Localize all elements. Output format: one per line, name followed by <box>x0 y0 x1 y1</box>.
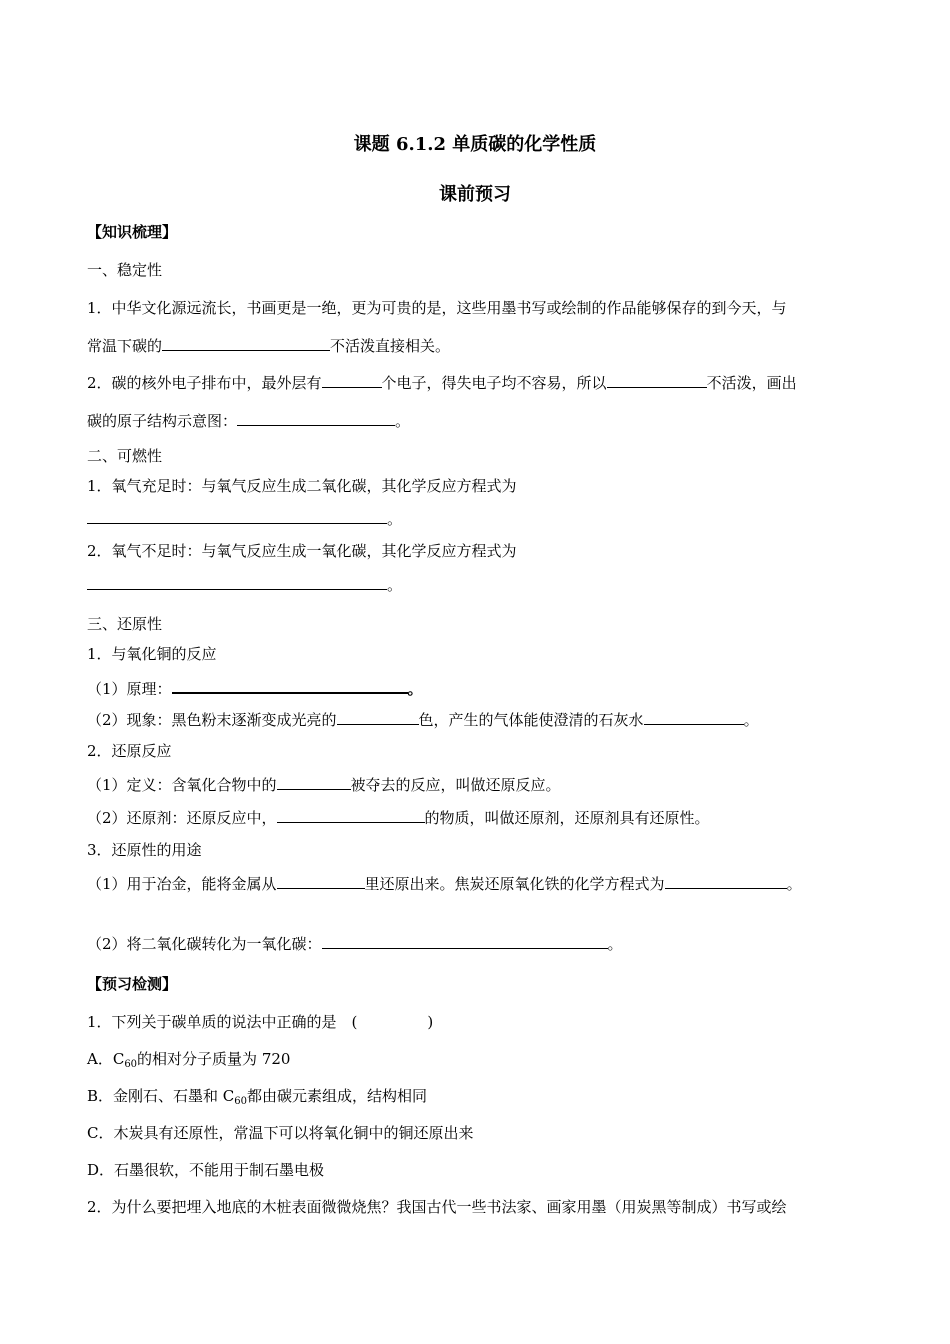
text: 。 <box>387 576 403 594</box>
text: 1．下列关于碳单质的说法中正确的是 ( <box>87 1013 358 1031</box>
subscript: 60 <box>124 1059 138 1070</box>
combustibility-q1: 1．氧气充足时：与氧气反应生成二氧化碳，其化学反应方程式为 <box>87 477 517 495</box>
reducibility-s2-definition <box>87 774 561 795</box>
text: （2）现象：黑色粉末逐渐变成光亮的 <box>87 711 337 729</box>
reducibility-s1-phenomenon <box>87 709 759 730</box>
quiz-option-c: C．木炭具有还原性，常温下可以将氧化铜中的铜还原出来 <box>87 1124 474 1142</box>
text: 常温下碳的 <box>87 337 163 355</box>
blank-field[interactable] <box>644 709 744 725</box>
heading-stability: 一、稳定性 <box>87 261 163 279</box>
combustibility-q2: 2．氧气不足时：与氧气反应生成一氧化碳，其化学反应方程式为 <box>87 542 517 560</box>
section-heading-check: 【预习检测】 <box>87 975 178 993</box>
text: 碳的原子结构示意图： <box>87 412 238 430</box>
heading-combustibility: 二、可燃性 <box>87 447 163 465</box>
text: （2）还原剂：还原反应中， <box>87 809 277 827</box>
subscript: 60 <box>234 1096 248 1107</box>
blank-field[interactable] <box>87 574 387 590</box>
blank-field[interactable] <box>322 372 382 388</box>
heading-reducibility: 三、还原性 <box>87 615 163 633</box>
combustibility-q2-answer <box>87 574 402 595</box>
text: 。 <box>407 680 423 698</box>
text: 2．碳的核外电子排布中，最外层有 <box>87 374 322 392</box>
quiz-option-d: D．石墨很软，不能用于制石墨电极 <box>87 1161 325 1179</box>
combustibility-q1-answer <box>87 508 402 529</box>
text: 都由碳元素组成，结构相同 <box>247 1087 428 1105</box>
text: 。 <box>387 510 403 528</box>
stability-q2-line2 <box>87 410 410 431</box>
blank-field[interactable] <box>337 709 419 725</box>
stability-q2-line1 <box>87 372 797 393</box>
reducibility-s3: 3．还原性的用途 <box>87 841 202 859</box>
quiz-q1 <box>87 1012 433 1032</box>
blank-field[interactable] <box>277 807 425 823</box>
text: ) <box>427 1013 434 1031</box>
page-subtitle: 课前预习 <box>439 184 511 205</box>
reducibility-s3-metallurgy <box>87 873 802 894</box>
blank-field[interactable] <box>162 335 330 351</box>
text: （1）用于冶金，能将金属从 <box>87 875 277 893</box>
text: 的物质，叫做还原剂，还原剂具有还原性。 <box>424 809 710 827</box>
text: 。 <box>607 935 623 953</box>
stability-q1-line2 <box>87 335 450 356</box>
text: A．C <box>87 1050 125 1068</box>
text: （1）定义：含氧化合物中的 <box>87 776 277 794</box>
blank-field[interactable] <box>607 372 707 388</box>
blank-field[interactable] <box>237 410 395 426</box>
blank-field[interactable] <box>172 677 408 694</box>
text: 不活泼直接相关。 <box>330 337 451 355</box>
text: 被夺去的反应，叫做还原反应。 <box>350 776 561 794</box>
text: 。 <box>743 711 759 729</box>
text: 。 <box>786 875 802 893</box>
text: （2）将二氧化碳转化为一氧化碳： <box>87 935 322 953</box>
text: （1）原理： <box>87 680 172 698</box>
text: 色，产生的气体能使澄清的石灰水 <box>418 711 644 729</box>
reducibility-s1: 1．与氧化铜的反应 <box>87 645 217 663</box>
text: 不活泼，画出 <box>706 374 797 392</box>
reducibility-s2-reductant <box>87 807 710 828</box>
text: 个电子，得失电子均不容易，所以 <box>381 374 607 392</box>
quiz-option-b <box>87 1086 427 1112</box>
page-title: 课题 6.1.2 单质碳的化学性质 <box>353 134 597 155</box>
text: B．金刚石、石墨和 C <box>87 1087 235 1105</box>
blank-field[interactable] <box>277 774 351 790</box>
reducibility-s3-co2 <box>87 933 623 954</box>
reducibility-s2: 2．还原反应 <box>87 742 172 760</box>
stability-q1-line1: 1．中华文化源远流长，书画更是一绝，更为可贵的是，这些用墨书写或绘制的作品能够保存的到今天，与 <box>87 299 787 317</box>
text: 里还原出来。焦炭还原氧化铁的化学方程式为 <box>364 875 665 893</box>
blank-field[interactable] <box>665 873 787 889</box>
section-heading-knowledge: 【知识梳理】 <box>87 223 178 241</box>
quiz-option-a <box>87 1049 290 1075</box>
blank-field[interactable] <box>322 933 608 949</box>
reducibility-s1-principle <box>87 677 423 699</box>
blank-field[interactable] <box>277 873 365 889</box>
quiz-q2: 2．为什么要把埋入地底的木桩表面微微烧焦？我国古代一些书法家、画家用墨（用炭黑等制成）书写或绘 <box>87 1198 787 1216</box>
blank-field[interactable] <box>87 508 387 524</box>
text: 。 <box>395 412 411 430</box>
text: 的相对分子质量为 720 <box>137 1050 291 1068</box>
